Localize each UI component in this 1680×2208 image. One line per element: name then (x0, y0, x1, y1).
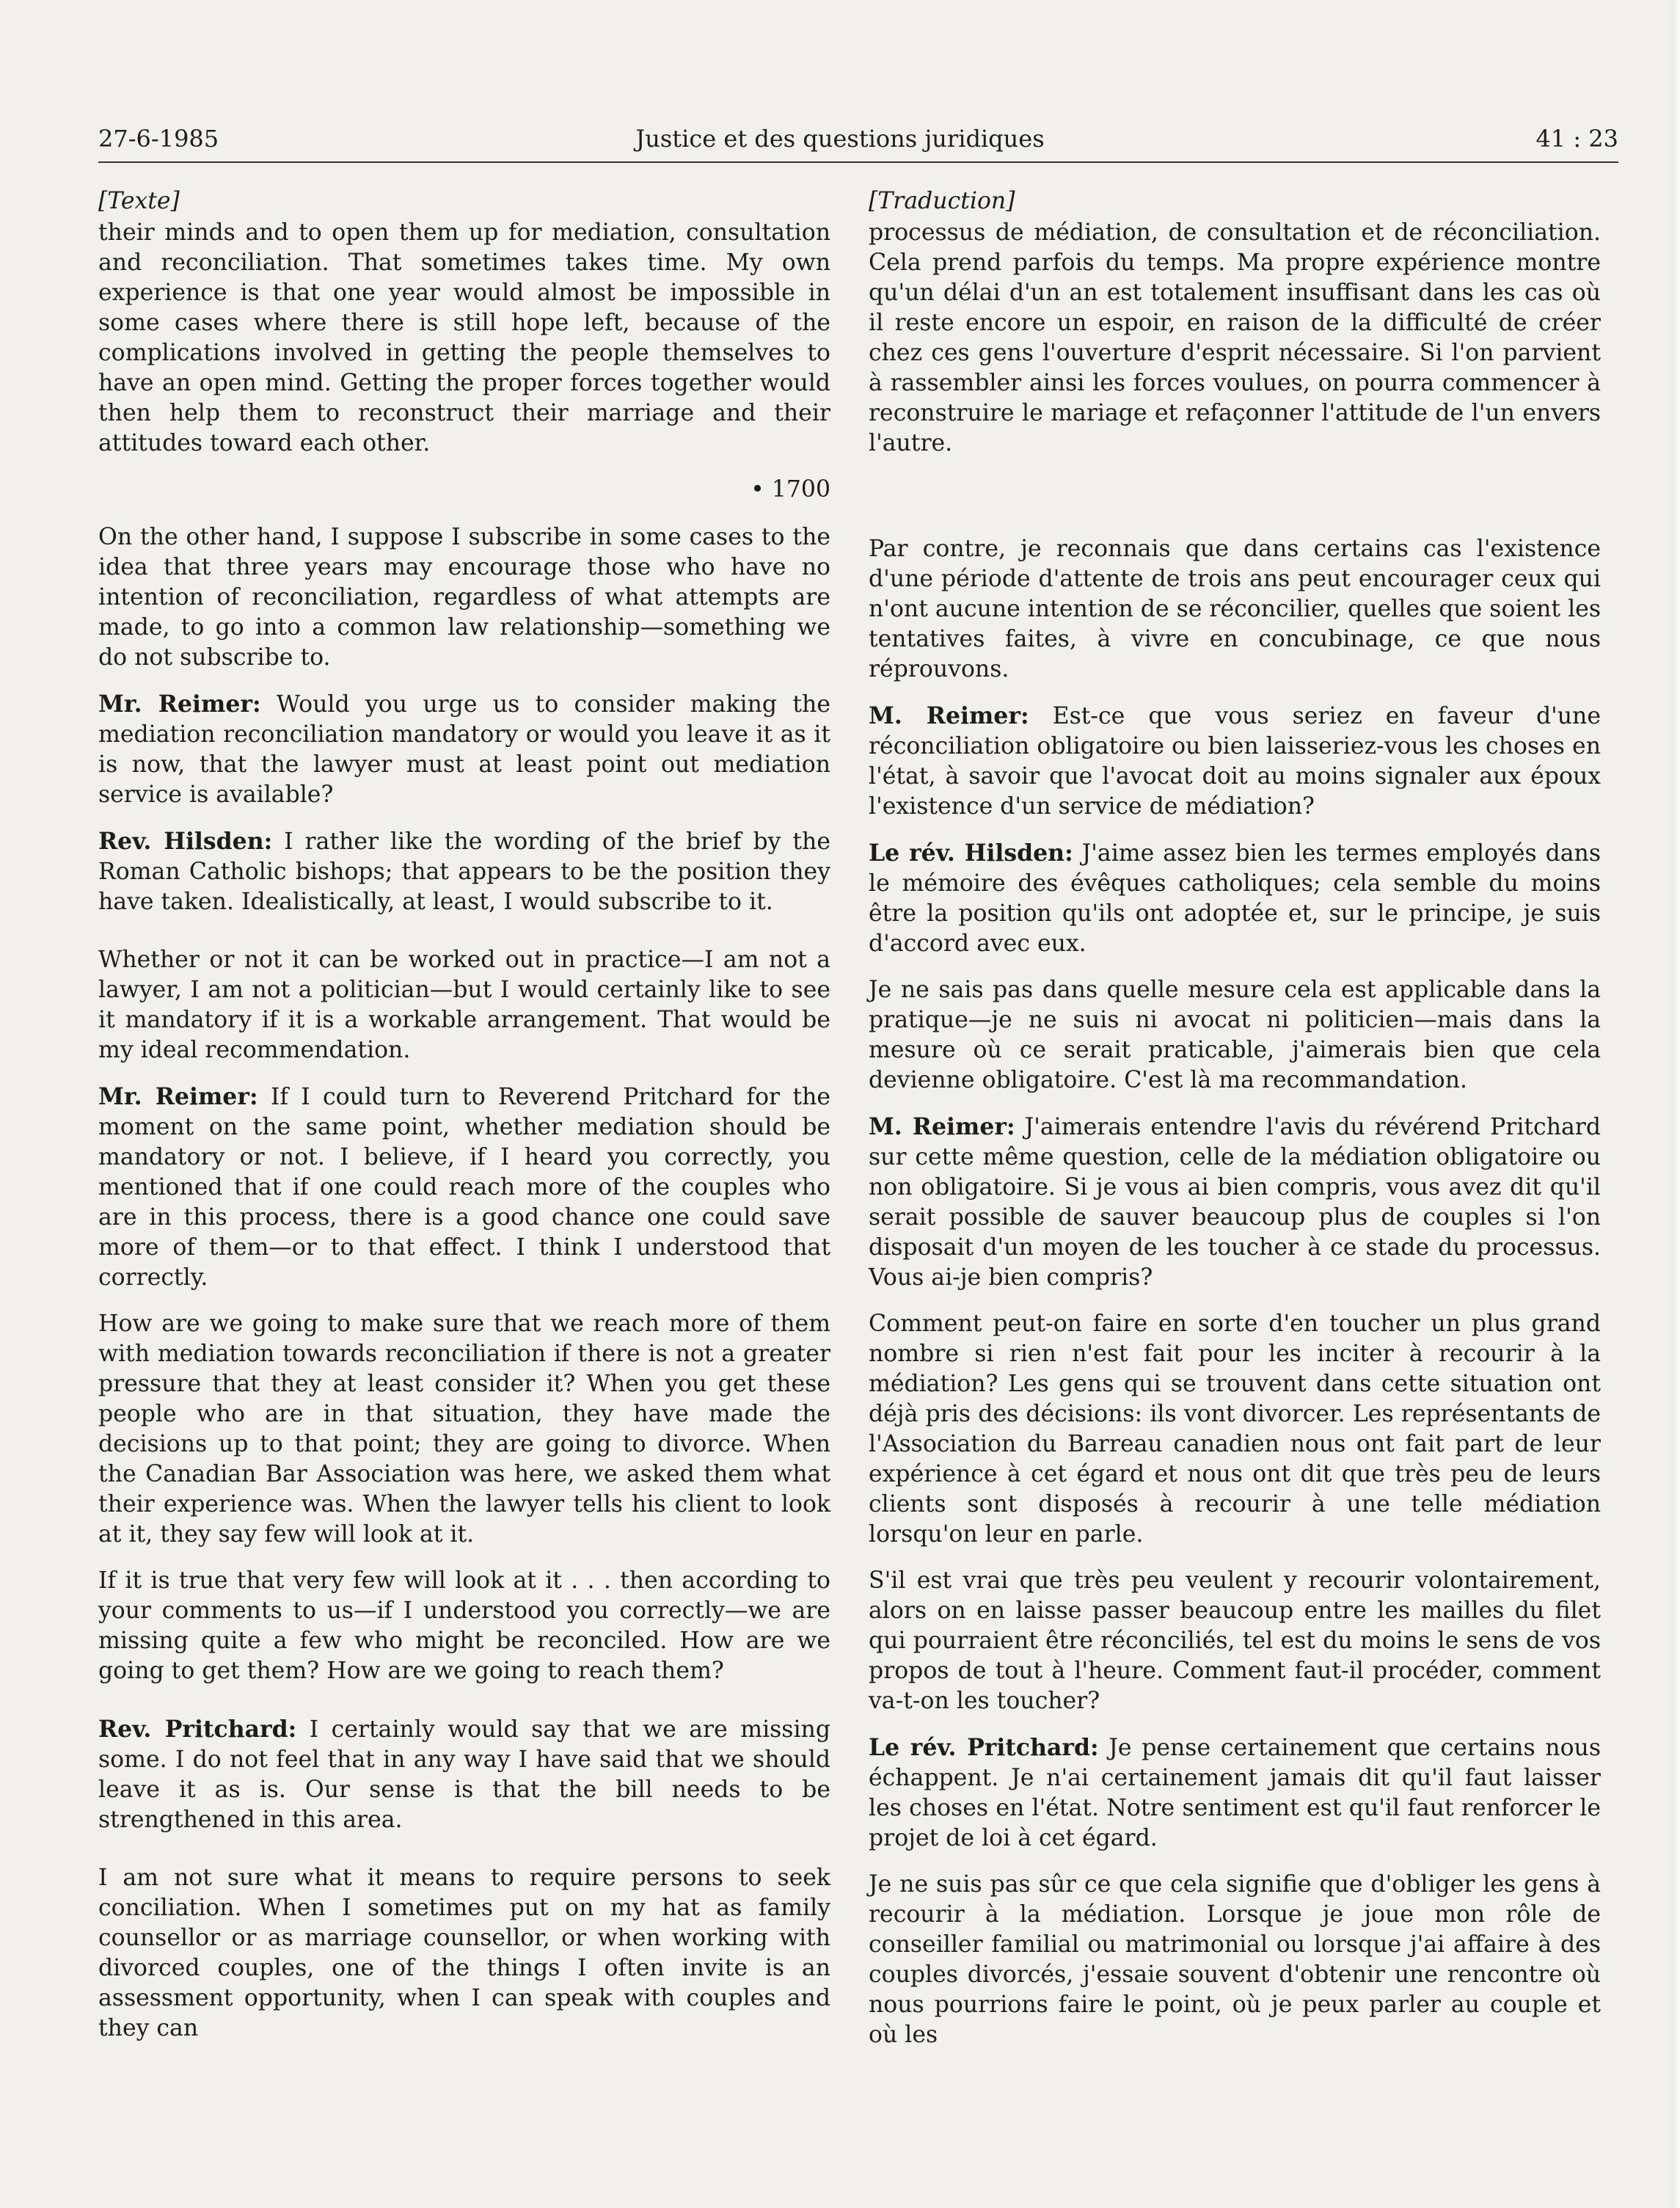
speech-text: Je pense certainement que certains nous échappent. Je n'ai certainement jamais dit qu'il faut laisser les choses en l'état. Notre sentiment est qu'il faut renforcer le projet de loi à cet égard. (869, 1735, 1601, 1851)
page-edge-shadow (1671, 0, 1680, 2208)
speaker-name: Le rév. Pritchard: (869, 1734, 1099, 1761)
column-label-texte: [Texte] (98, 188, 180, 214)
paragraph: Comment peut-on faire en sorte d'en toucher un plus grand nombre si rien n'est fait pour les inciter à recourir à la médiation? Les gens qui se trouvent dans cette situation ont déjà pris des décisions: ils vont divorcer. Les représentants de l'Association du Barreau canadien nous ont fait part de leur expérience à cet égard et nous ont dit que très peu de leurs clients sont disposés à recourir à une telle médiation lorsqu'on leur en parle. (869, 1311, 1601, 1548)
header-date: 27-6-1985 (98, 125, 219, 153)
speech-text: J'aime assez bien les termes employés dans le mémoire des évêques catholiques; cela semble du moins être la position qu'ils ont adoptée et, sur le principe, je suis d'accord avec eux. (869, 840, 1602, 957)
speech-text: Would you urge us to consider making the mediation reconciliation mandatory or would you leave it as it is now, that the lawyer must at least point out mediation service is available? (98, 691, 830, 808)
header-page-number: 41 : 23 (1535, 125, 1618, 153)
paragraph: Par contre, je reconnais que dans certains cas l'existence d'une période d'attente de trois ans peut encourager ceux qui n'ont aucune intention de se réconcilier, quelles que soient les tentatives faites, à vivre en concubinage, ce que nous réprouvons. (869, 536, 1601, 682)
speaker-name: Mr. Reimer: (98, 691, 261, 718)
paragraph: How are we going to make sure that we reach more of them with mediation towards reconciliation if there is not a greater pressure that they at least consider it? When you get these people who are in that situation, they have made the decisions up to that point; they are going to divorce. When the Canadian Bar Association was here, we asked them what their experience was. When the lawyer tells his client to look at it, they say few will look at it. (98, 1311, 830, 1548)
page-header (98, 125, 1618, 163)
paragraph: I am not sure what it means to require persons to seek conciliation. When I sometimes put on my hat as family counsellor or as marriage counsellor, or when working with divorced couples, one of the things I often invite is an assessment opportunity, when I can speak with couples and they can (98, 1865, 830, 2041)
speech-paragraph (98, 1082, 830, 1293)
french-column (869, 186, 1601, 2066)
paragraph: Je ne sais pas dans quelle mesure cela est applicable dans la pratique—je ne suis ni avocat ni politicien—mais dans la mesure où ce serait praticable, j'aimerais bien que cela devienne obligatoire. C'est là ma recommandation. (869, 977, 1601, 1093)
speech-paragraph (98, 826, 830, 917)
two-column-body (98, 186, 1618, 2066)
speaker-name: Le rév. Hilsden: (869, 839, 1073, 867)
speech-paragraph (869, 838, 1601, 959)
header-title: Justice et des questions juridiques (635, 125, 1045, 153)
english-column (98, 186, 830, 2066)
speech-text: I certainly would say that we are missing some. I do not feel that in any way I have said that we should leave it as is. Our sense is that the bill needs to be strengthened in this area. (98, 1716, 830, 1833)
speech-paragraph (98, 1714, 830, 1835)
paragraph: Je ne suis pas sûr ce que cela signifie que d'obliger les gens à recourir à la médiation. Lorsque je joue mon rôle de conseiller familial ou matrimonial ou lorsque j'ai affaire à des couples divorcés, j'essaie souvent d'obtenir une rencontre où nous pourrions faire le point, où je peux parler au couple et où les (869, 1871, 1601, 2048)
paragraph: S'il est vrai que très peu veulent y recourir volontairement, alors on en laisse passer beaucoup entre les mailles du filet qui pourraient être réconciliés, tel est du moins le sens de vos propos de tout à l'heure. Comment faut-il procéder, comment va-t-on les toucher? (869, 1567, 1601, 1714)
speech-paragraph (869, 701, 1601, 822)
paragraph: processus de médiation, de consultation et de réconciliation. Cela prend parfois du temps. Ma propre expérience montre qu'un délai d'un an est totalement insuffisant dans les cas où il reste encore un espoir, en raison de la difficulté de créer chez ces gens l'ouverture d'esprit nécessaire. Si l'on parvient à rassembler ainsi les forces voulues, on pourra commencer à reconstruire le mariage et refaçonner l'attitude de l'un envers l'autre. (869, 219, 1601, 456)
speaker-name: Mr. Reimer: (98, 1083, 258, 1110)
paragraph: On the other hand, I suppose I subscribe in some cases to the idea that three years may encourage those who have no intention of reconciliation, regardless of what attempts are made, to go into a common law relationship—something we do not subscribe to. (98, 524, 830, 671)
speech-paragraph (869, 1732, 1601, 1854)
speaker-name: Rev. Pritchard: (98, 1716, 297, 1743)
paragraph: Whether or not it can be worked out in practice—I am not a lawyer, I am not a politician—but I would certainly like to see it mandatory if it is a workable arrangement. That would be my ideal recommendation. (98, 947, 830, 1063)
speech-text: J'aimerais entendre l'avis du révérend Pritchard sur cette même question, celle de la médiation obligatoire ou non obligatoire. Si je vous ai bien compris, vous avez dit qu'il serait possible de sauver beaucoup plus de couples si l'on disposait d'un moyen de les toucher à ce stade du processus. Vous ai-je bien compris? (869, 1114, 1601, 1291)
speaker-name: Rev. Hilsden: (98, 828, 273, 855)
column-label-traduction: [Traduction] (869, 188, 1015, 214)
speech-text: Est-ce que vous seriez en faveur d'une réconciliation obligatoire ou bien laisseriez-vous les choses en l'état, à savoir que l'avocat doit au moins signaler aux époux l'existence d'un service de médiation? (869, 703, 1601, 820)
paragraph: their minds and to open them up for mediation, consultation and reconciliation. That sometimes takes time. My own experience is that one year would almost be impossible in some cases where there is still hope left, because of the complications involved in getting the people themselves to have an open mind. Getting the proper forces together would then help them to reconstruct their marriage and their attitudes toward each other. (98, 219, 830, 456)
timecode-spacer (869, 475, 1601, 534)
speech-text: If I could turn to Reverend Pritchard for the moment on the same point, whether mediation should be mandatory or not. I believe, if I heard you correctly, you mentioned that if one could reach more of the couples who are in this process, there is a good chance one could save more of them—or to that effect. I think I understood that correctly. (98, 1084, 830, 1291)
speaker-name: M. Reimer: (869, 1113, 1015, 1140)
speech-paragraph (869, 1112, 1601, 1293)
timecode: • 1700 (750, 476, 830, 503)
speech-text: I rather like the wording of the brief by the Roman Catholic bishops; that appears to be the position they have taken. Idealistically, at least, I would subscribe to it. (98, 828, 830, 915)
paragraph: If it is true that very few will look at it . . . then according to your comments to us—if I understood you correctly—we are missing quite a few who might be reconciled. How are we going to get them? How are we going to reach them? (98, 1567, 830, 1684)
speaker-name: M. Reimer: (869, 702, 1029, 729)
speech-paragraph (98, 689, 830, 810)
